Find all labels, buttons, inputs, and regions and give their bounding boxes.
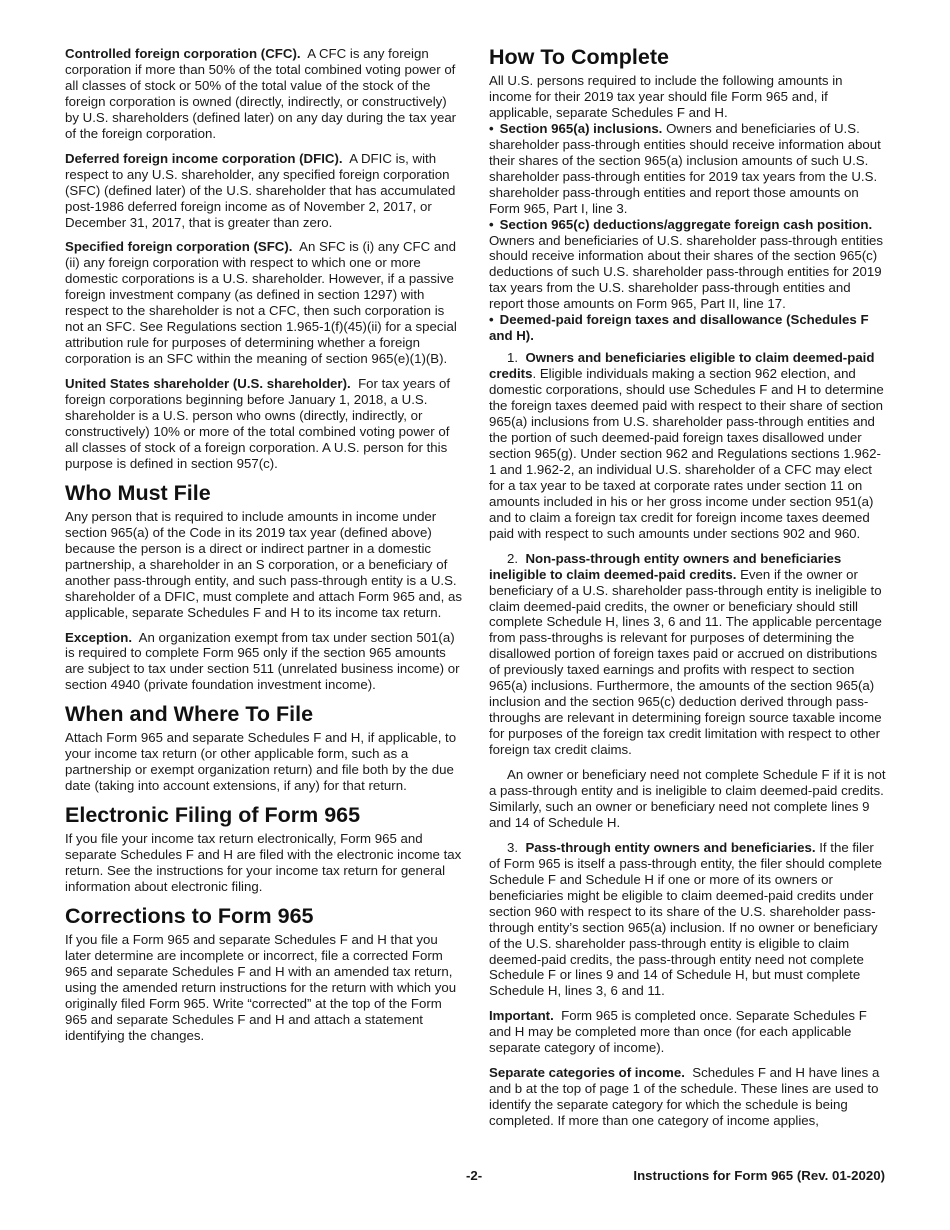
bullet-965c <box>489 217 887 313</box>
item-2-body: Even if the owner or beneficiary of a U.S. shareholder pass-through entity is ineligible to claim deemed-paid credits, the owner or beneficiary should still complete Schedule H, lines 3, 6 and 11. The applicable percentage from pass-throughs is relevant for purposes of determining the disallowed portion of foreign taxes paid or accrued on distributions of previously taxed earnings and profits with respect to section 965(a) inclusions. Furthermore, the amounts of the section 965(a) inclusion and the section 965(c) deduction derived through pass-throughs are relevant in determining foreign source taxable income for purposes of the foreign tax credit limitation with respect to other foreign tax credit claims. <box>489 566 882 758</box>
item-2-paragraph <box>489 551 887 758</box>
exception-body: An organization exempt from tax under section 501(a) is required to complete Form 965 only if the section 965 amounts are subject to tax under section 511 (unrelated business income) or section 4940 (private foundation investment income). <box>65 629 460 693</box>
item-2-followup: An owner or beneficiary need not complete Schedule F if it is not a pass-through entity and is ineligible to claim deemed-paid credits. Similarly, such an owner or beneficiary need not complete lines 9 and 14 of Schedule H. <box>489 767 886 830</box>
item-1-number: 1. <box>507 350 519 366</box>
separate-categories-term: Separate categories of income. <box>489 1065 685 1081</box>
item-3-body: If the filer of Form 965 is itself a pass-through entity, the filer should complete Schedule F and Schedule H if one or more of its owners or beneficiaries might be eligible to claim deemed-paid credits under section 960 with respect to its share of the U.S. shareholder pass-through entity’s section 965(a) inclusion. If no owner or beneficiary of the U.S. shareholder pass-through entity is eligible to claim deemed-paid credits, the pass-through entity need not complete Schedule F or lines 9 and 14 of Schedule H, but must complete Schedule H, lines 3, 6 and 11. <box>489 839 883 999</box>
who-must-file-heading: Who Must File <box>65 480 211 505</box>
cfc-term: Controlled foreign corporation (CFC). <box>65 46 301 61</box>
important-term: Important. <box>489 1008 554 1024</box>
dfic-body: A DFIC is, with respect to any U.S. shareholder, any specified foreign corporation (SFC) (defined later) of the U.S. shareholder that has accumulated post-1986 deferred foreign income as of November 2, 2017, or December 31, 2017, that is greater than zero. <box>65 150 456 230</box>
exception-term: Exception. <box>65 629 133 645</box>
sfc-body: An SFC is (i) any CFC and (ii) any foreign corporation with respect to which one or more domestic corporations is a U.S. shareholder. However, if a passive foreign investment company (as defined in section 1297) with respect to the shareholder is not a CFC, then such corporation is not an SFC. See Regulations section 1.965-1(f)(45)(ii) for a special attribution rule for purposes of determining whether a foreign corporation is an SFC within the meaning of section 965(e)(1)(B). <box>65 239 457 367</box>
item-3-number: 3. <box>507 839 519 855</box>
important-body: Form 965 is completed once. Separate Schedules F and H may be completed more than once (for each applicable separate category of income). <box>489 1008 867 1056</box>
item-1-term: Owners and beneficiaries eligible to claim deemed-paid credits <box>489 350 875 382</box>
dfic-paragraph <box>65 151 463 231</box>
bullet-deemed-paid-term: • Deemed-paid foreign taxes and disallowance (Schedules F and H). <box>489 312 869 343</box>
who-must-file-body: Any person that is required to include amounts in income under section 965(a) of the Code in its 2019 tax year (defined above) because the person is a direct or indirect partner in a domestic partnership, a shareholder in an S corporation, or a beneficiary of another pass-through entity, and such pass-through entity is a U.S. shareholder of a DFIC, must complete and attach Form 965 and, as applicable, separate Schedules F and H to its income tax return. <box>65 508 462 620</box>
left-column <box>65 46 463 1053</box>
corrections-body: If you file a Form 965 and separate Schedules F and H that you later determine are incomplete or incorrect, file a corrected Form 965 and separate Schedules F and H with an amended tax return, using the amended return instructions for the return with which you originally filed Form 965. Write “corrected” at the top of the Form 965 and separate Schedules F and H and attach a statement identifying the changes. <box>65 931 457 1043</box>
us-shareholder-body: For tax years of foreign corporations beginning before January 1, 2018, a U.S. shareholder is a U.S. person who owns (directly, indirectly, or constructively) 10% or more of the total combined voting power of all classes of stock of a foreign corporation. A U.S. person for this purpose is defined in section 957(c). <box>65 376 451 471</box>
item-3-term: Pass-through entity owners and beneficiaries. <box>525 839 816 855</box>
sfc-term: Specified foreign corporation (SFC). <box>65 239 293 255</box>
sfc-paragraph <box>65 239 463 367</box>
item-2-number: 2. <box>507 550 519 566</box>
bullet-965c-term: • Section 965(c) deductions/aggregate foreign cash position. <box>489 217 872 232</box>
exception-paragraph <box>65 630 463 694</box>
important-paragraph <box>489 1008 887 1056</box>
bullet-deemed-paid <box>489 312 887 344</box>
bullet-965a-term: • Section 965(a) inclusions. <box>489 121 662 136</box>
right-column <box>489 46 887 1138</box>
item-1-body: . Eligible individuals making a section 962 election, and domestic corporations, should use Schedules F and H to determine the foreign taxes deemed paid with respect to their share of section 965(a) inclusions from U.S. shareholder pass-through entities and the portion of such deemed-paid foreign taxes disallowed under section 965(g). Under section 962 and Regulations sections 1.962-1 and 1.962-2, an individual U.S. shareholder of a CFC may elect for a tax year to be taxed at corporate rates under section 11 on amounts included in his or her gross income under section 951(a) and to claim a foreign tax credit for foreign income taxes deemed paid with respect to such amounts under sections 902 and 960. <box>489 366 884 541</box>
when-where-body: Attach Form 965 and separate Schedules F and H, if applicable, to your income tax return (or other applicable form, such as a partnership or exempt organization return) and file both by the due date (taking into account extensions, if any) for that return. <box>65 730 457 794</box>
how-to-complete-intro: All U.S. persons required to include the following amounts in income for their 2019 tax year should file Form 965 and, if applicable, separate Schedules F and H. <box>489 73 843 120</box>
bullet-965a-body: Owners and beneficiaries of U.S. shareholder pass-through entities should receive information about their shares of the section 965(a) inclusion amounts of such U.S. shareholder pass-through entities for 2019 tax years from the U.S. shareholder pass-through entities and report those amounts on Form 965, Part I, line 3. <box>489 120 881 216</box>
bullet-965c-body: Owners and beneficiaries of U.S. shareholder pass-through entities should receive information about their shares of the section 965(c) deductions of such U.S. shareholder pass-through entities for 2019 tax years from the U.S. shareholder pass-through entities and report those amounts on Form 965, Part II, line 17. <box>489 232 884 312</box>
separate-categories-paragraph <box>489 1065 887 1129</box>
item-1-paragraph <box>489 350 887 541</box>
us-shareholder-paragraph <box>65 376 463 472</box>
bullet-965a <box>489 121 887 217</box>
cfc-paragraph <box>65 46 463 142</box>
us-shareholder-term: United States shareholder (U.S. shareholder). <box>65 376 351 392</box>
cfc-body: A CFC is any foreign corporation if more than 50% of the total combined voting power of all classes of stock or 50% of the total value of the stock of the foreign corporation is owned (directly, indirectly, or constructively) by U.S. shareholders (defined later) on any day during the tax year of the foreign corporation. <box>65 46 457 141</box>
electronic-filing-body: If you file your income tax return electronically, Form 965 and separate Schedules F and H are filed with the electronic income tax return. See the instructions for your income tax return for general information about electronic filing. <box>65 831 462 894</box>
when-where-heading: When and Where To File <box>65 702 314 727</box>
electronic-filing-heading: Electronic Filing of Form 965 <box>65 803 361 828</box>
item-3-paragraph <box>489 840 887 1000</box>
how-to-complete-heading: How To Complete <box>489 45 669 69</box>
separate-categories-body: Schedules F and H have lines a and b at the top of page 1 of the schedule. These lines are used to identify the separate category for which the schedule is being completed. If more than one category of income applies, <box>489 1065 880 1129</box>
corrections-heading: Corrections to Form 965 <box>65 903 314 928</box>
dfic-term: Deferred foreign income corporation (DFIC). <box>65 150 343 166</box>
item-2-term: Non-pass-through entity owners and beneficiaries ineligible to claim deemed-paid credits. <box>489 550 842 582</box>
page-number: -2- <box>466 1168 483 1183</box>
document-title: Instructions for Form 965 (Rev. 01-2020) <box>633 1168 885 1183</box>
